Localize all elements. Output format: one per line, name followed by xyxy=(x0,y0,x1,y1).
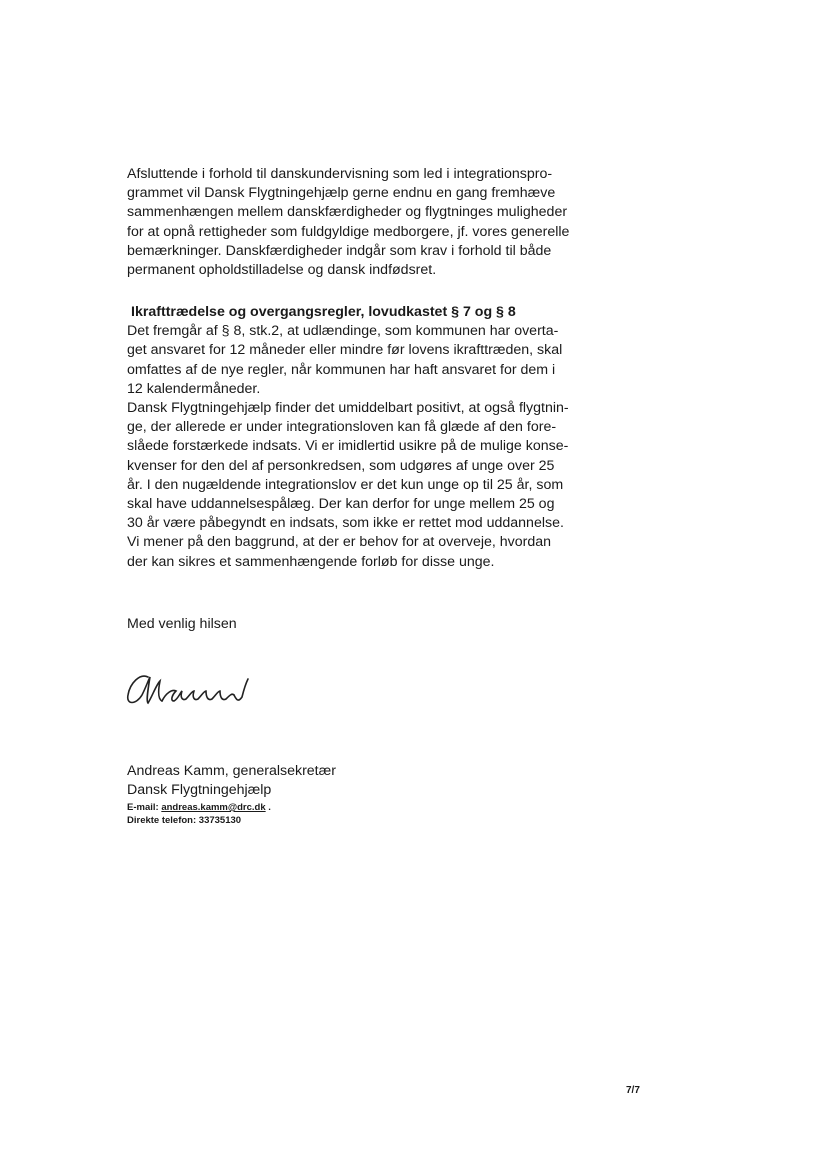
signer-organization: Dansk Flygtningehjælp xyxy=(127,782,272,799)
signer-block xyxy=(127,762,597,800)
email-suffix: . xyxy=(268,802,271,813)
closing-salutation xyxy=(127,615,597,634)
phone-row xyxy=(127,814,271,827)
section-line: get ansvaret for 12 måneder eller mindre før lovens ikrafttræden, skal xyxy=(127,342,563,359)
section-line: 12 kalendermåneder. xyxy=(127,380,261,397)
email-link[interactable]: andreas.kamm@drc.dk xyxy=(161,802,266,813)
section-line: omfattes af de nye regler, når kommunen har haft ansvaret for dem i xyxy=(127,361,556,378)
closing-text: Med venlig hilsen xyxy=(127,616,237,632)
paragraph-line: for at opnå rettigheder som fuldgyldige medborgere, jf. vores generelle xyxy=(127,223,570,240)
section-heading: Ikrafttrædelse og overgangsregler, lovudkastet § 7 og § 8 xyxy=(131,304,516,320)
transition-rules-section xyxy=(127,303,597,572)
section-line: år. I den nugældende integrationslov er det kun unge op til 25 år, som xyxy=(127,476,564,493)
paragraph-line: bemærkninger. Danskfærdigheder indgår som krav i forhold til både xyxy=(127,242,552,259)
section-line: 30 år være påbegyndt en indsats, som ikke er rettet mod uddannelse. xyxy=(127,515,564,532)
section-line: Vi mener på den baggrund, at der er behov for at overveje, hvordan xyxy=(127,534,552,551)
page-number: 7/7 xyxy=(626,1085,640,1096)
email-row xyxy=(127,801,271,814)
section-line: skal have uddannelsespålæg. Der kan derfor for unge mellem 25 og xyxy=(127,496,555,513)
closing-remarks-paragraph xyxy=(127,165,597,280)
paragraph-line: Afsluttende i forhold til danskundervisning som led i integrationspro- xyxy=(127,166,553,182)
section-line: Det fremgår af § 8, stk.2, at udlændinge, som kommunen har overta- xyxy=(127,323,559,340)
signer-name-title: Andreas Kamm, generalsekretær xyxy=(127,763,336,779)
paragraph-line: sammenhængen mellem danskfærdigheder og flygtninges muligheder xyxy=(127,204,568,221)
phone-number: 33735130 xyxy=(198,815,242,826)
section-line: kvenser for den del af personkredsen, som udgøres af unge over 25 xyxy=(127,457,555,474)
section-line: der kan sikres et sammenhængende forløb for disse unge. xyxy=(127,553,495,570)
section-line: ge, der allerede er under integrationsloven kan få glæde af den fore- xyxy=(127,419,557,436)
phone-label: Direkte telefon: xyxy=(127,815,197,826)
contact-details xyxy=(127,801,271,827)
section-line: slåede forstærkede indsats. Vi er imidlertid usikre på de mulige konse- xyxy=(127,438,569,455)
handwritten-signature xyxy=(118,655,268,720)
paragraph-line: grammet vil Dansk Flygtningehjælp gerne endnu en gang fremhæve xyxy=(127,185,556,202)
paragraph-line: permanent opholdstilladelse og dansk indfødsret. xyxy=(127,262,437,279)
section-line: Dansk Flygtningehjælp finder det umiddelbart positivt, at også flygtnin- xyxy=(127,400,569,417)
email-label: E-mail: xyxy=(127,802,159,813)
